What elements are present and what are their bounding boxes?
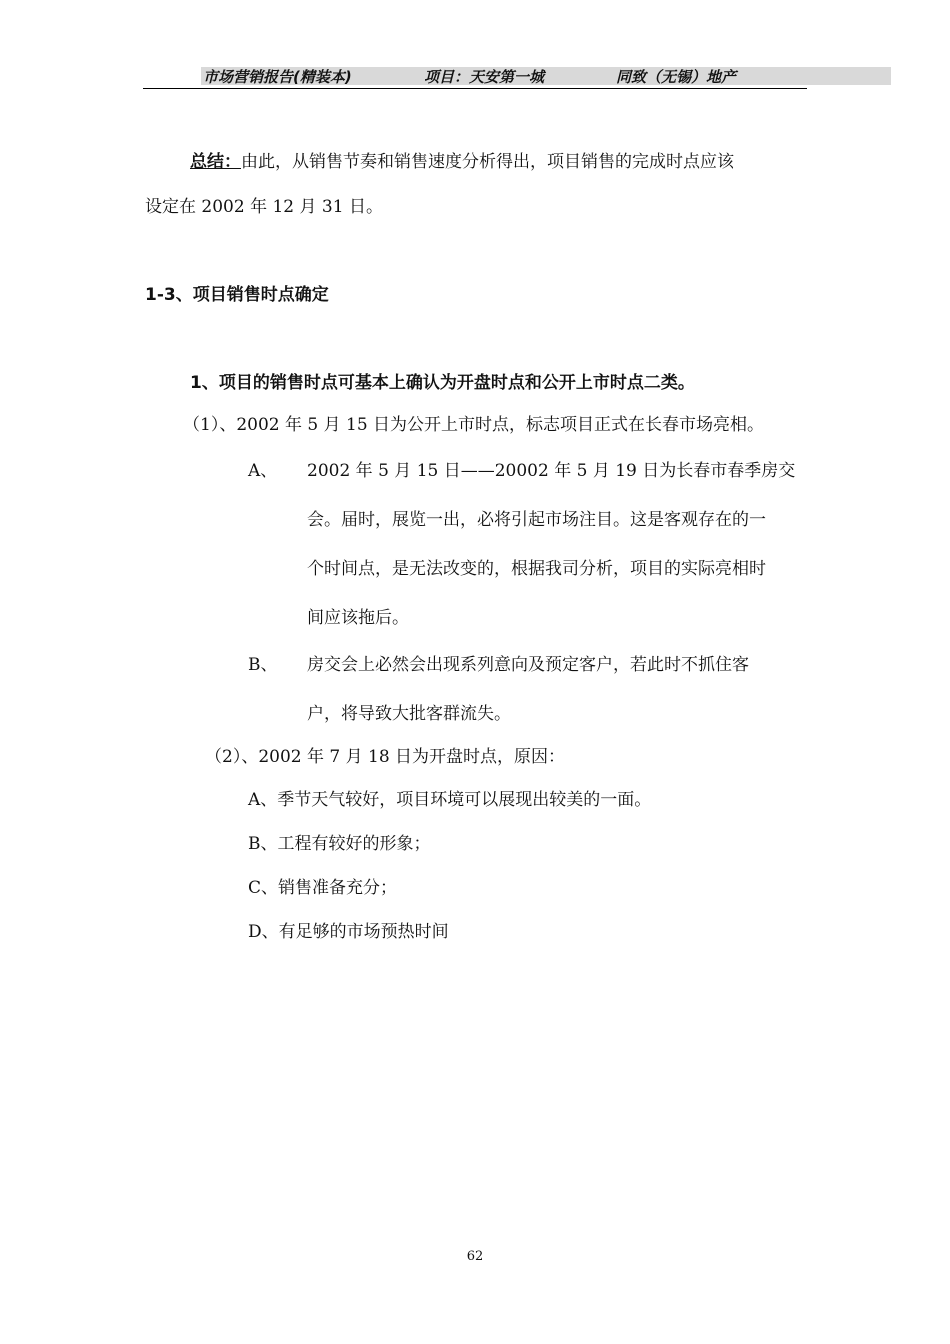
summary-label: 总结： (190, 152, 241, 172)
reason-item: B、工程有较好的形象； (248, 834, 431, 854)
item-1-a-line: 间应该拖后。 (307, 608, 409, 628)
item-1-title: （1）、2002 年 5 月 15 日为公开上市时点，标志项目正式在长春市场亮相。 (183, 415, 765, 435)
reason-item: C、销售准备充分； (248, 878, 398, 898)
item-1-a-marker: A、 (248, 461, 278, 481)
item-2-title: （2）、2002 年 7 月 18 日为开盘时点，原因： (205, 747, 566, 767)
item-1-a-line: 个时间点，是无法改变的，根据我司分析，项目的实际亮相时 (307, 559, 766, 579)
reason-item: D、有足够的市场预热时间 (248, 922, 449, 942)
section-heading: 1-3、项目销售时点确定 (145, 285, 329, 305)
header-project: 项目：天安第一城 (424, 68, 545, 86)
page-number: 62 (466, 1249, 484, 1264)
header-title: 市场营销报告(精装本) (203, 68, 352, 86)
reason-item: A、季节天气较好，项目环境可以展现出较美的一面。 (248, 790, 652, 810)
summary-line-2: 设定在 2002 年 12 月 31 日。 (145, 197, 383, 217)
item-1-a-line: 会。届时，展览一出，必将引起市场注目。这是客观存在的一 (307, 510, 766, 530)
summary-line-1 (190, 151, 734, 173)
item-1-b-line: 户，将导致大批客群流失。 (307, 704, 511, 724)
item-1-a-line: 2002 年 5 月 15 日——20002 年 5 月 19 日为长春市春季房交 (307, 461, 796, 481)
page-header (143, 66, 807, 89)
item-1-b-marker: B、 (248, 655, 278, 675)
point-1-heading: 1、项目的销售时点可基本上确认为开盘时点和公开上市时点二类。 (190, 373, 695, 393)
header-company: 同致（无锡）地产 (616, 68, 737, 86)
summary-text-1: 由此，从销售节奏和销售速度分析得出，项目销售的完成时点应该 (241, 152, 734, 172)
item-1-b-line: 房交会上必然会出现系列意向及预定客户，若此时不抓住客 (307, 655, 749, 675)
